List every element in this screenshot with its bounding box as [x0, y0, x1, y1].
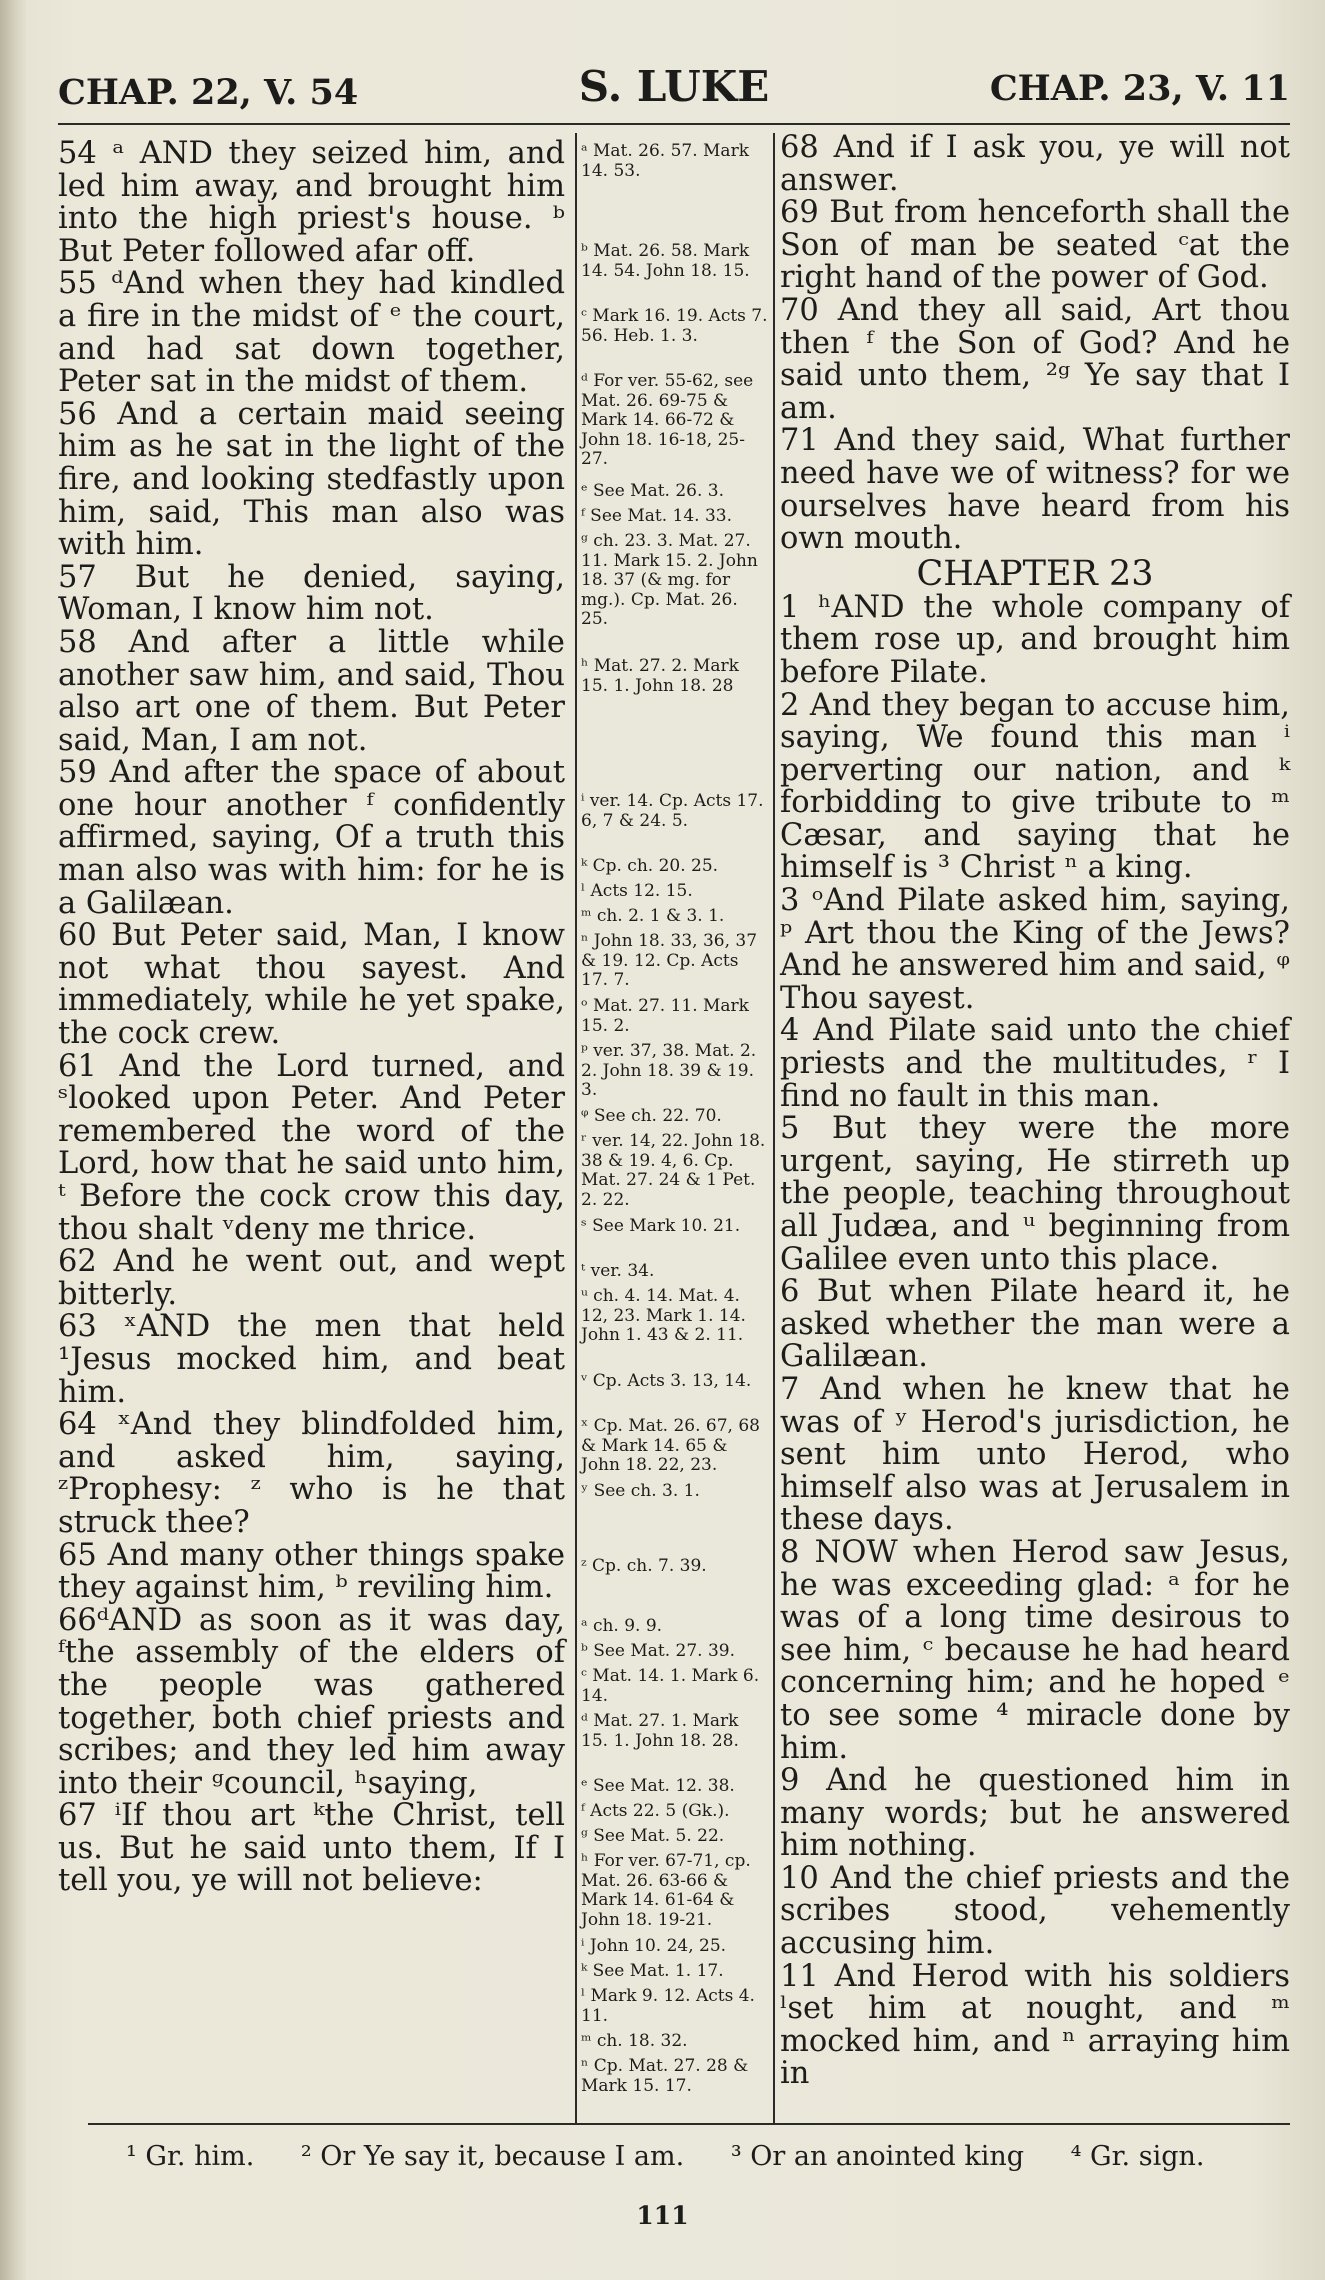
header-right: CHAP. 23, V. 11	[989, 68, 1290, 109]
cross-reference: ᵃ ch. 9. 9.	[581, 1616, 663, 1636]
cross-reference: ᶠ See Mat. 14. 33.	[581, 506, 732, 526]
verse: 71 And they said, What further need have we of witness? for we ourselves have heard from his own mouth.	[780, 423, 1290, 557]
cross-reference: ᶜ Mat. 14. 1. Mark 6. 14.	[581, 1666, 760, 1706]
verse: 10 And the chief priests and the scribes stood, vehemently accusing him.	[780, 1860, 1290, 1962]
text-column-left	[58, 138, 565, 1898]
cross-reference: ᵉ See Mat. 12. 38.	[581, 1776, 735, 1796]
footnote: ¹ Gr. him.	[126, 2141, 255, 2172]
verse: 66ᵈAND as soon as it was day, ᶠthe assembly of the elders of the people was gathered together, both chief priests and scribes; and they led him away into their ᵍcouncil, ʰsaying,	[58, 1602, 565, 1801]
cross-reference: ᵠ See ch. 22. 70.	[581, 1106, 722, 1126]
cross-reference: ᶻ Cp. ch. 7. 39.	[581, 1556, 707, 1576]
chapter-heading: CHAPTER 23	[916, 553, 1154, 594]
verse: 69 But from henceforth shall the Son of man be seated ᶜat the right hand of the power of God.	[780, 195, 1290, 296]
cross-reference: ⁱ ver. 14. Cp. Acts 17. 6, 7 & 24. 5.	[581, 791, 764, 831]
footnote: ² Or Ye say it, because I am.	[300, 2141, 685, 2172]
verse: 58 And after a little while another saw him, and said, Thou also art one of them. But Peter said, Man, I am not.	[58, 624, 565, 758]
header-left: CHAP. 22, V. 54	[58, 72, 359, 113]
cross-reference: ˢ See Mark 10. 21.	[581, 1216, 741, 1236]
column-divider-right	[773, 133, 775, 2123]
cross-reference: ᵍ ch. 23. 3. Mat. 27. 11. Mark 15. 2. John 18. 37 (& mg. for mg.). Cp. Mat. 26. 25.	[581, 531, 758, 629]
cross-reference: ᵐ ch. 2. 1 & 3. 1.	[581, 906, 725, 926]
verse: 5 But they were the more urgent, saying, He stirreth up the people, teaching throughout all Judæa, and ᵘ beginning from Galilee even unto this place.	[780, 1111, 1290, 1277]
running-header	[58, 62, 1290, 122]
cross-reference: ᵛ Cp. Acts 3. 13, 14.	[581, 1371, 752, 1391]
verse: 54 ᵃ AND they seized him, and led him away, and brought him into the high priest's house. ᵇ But Peter followed afar off.	[58, 136, 565, 269]
cross-reference: ᵃ Mat. 26. 57. Mark 14. 53.	[581, 141, 749, 181]
verse: 63 ˣAND the men that held ¹Jesus mocked him, and beat him.	[58, 1309, 565, 1410]
verse: 2 And they began to accuse him, saying, We found this man ⁱ perverting our nation, and ᵏ forbidding to give tribute to ᵐ Cæsar, and saying that he himself is ³ Christ ⁿ a king.	[780, 687, 1290, 886]
footnote-rule	[88, 2123, 1290, 2125]
text-column-right	[780, 132, 1290, 2091]
book-binding-shadow	[0, 0, 26, 2280]
verse: 67 ⁱIf thou art ᵏthe Christ, tell us. But he said unto them, If I tell you, ye will not believe:	[58, 1798, 565, 1899]
cross-reference: ⁱ John 10. 24, 25.	[581, 1936, 727, 1956]
cross-reference: ⁿ John 18. 33, 36, 37 & 19. 12. Cp. Acts 17. 7.	[581, 931, 758, 990]
cross-reference: ᵐ ch. 18. 32.	[581, 2031, 688, 2051]
verse: 55 ᵈAnd when they had kindled a fire in the midst of ᵉ the court, and had sat down together, Peter sat in the midst of them.	[58, 266, 565, 400]
cross-reference: ᵈ For ver. 55-62, see Mat. 26. 69-75 & Mark 14. 66-72 & John 18. 16-18, 25-27.	[581, 371, 754, 469]
verse: 7 And when he knew that he was of ʸ Herod's jurisdiction, he sent him unto Herod, who himself also was at Jerusalem in these days.	[780, 1371, 1290, 1538]
footnotes	[126, 2141, 1286, 2172]
verse: 3 ᵒAnd Pilate asked him, saying, ᵖ Art thou the King of the Jews? And he answered him and said, ᵠ Thou sayest.	[780, 883, 1290, 1016]
cross-reference: ᵏ Cp. ch. 20. 25.	[581, 856, 719, 876]
cross-reference: ᵘ ch. 4. 14. Mat. 4. 12, 23. Mark 1. 14. John 1. 43 & 2. 11.	[581, 1286, 746, 1345]
cross-reference: ˡ Acts 12. 15.	[581, 881, 693, 901]
verse: 1 ʰAND the whole company of them rose up, and brought him before Pilate.	[780, 589, 1290, 690]
verse: 62 And he went out, and wept bitterly.	[58, 1244, 565, 1312]
cross-reference: ʰ For ver. 67-71, cp. Mat. 26. 63-66 & Mark 14. 61-64 & John 18. 19-21.	[581, 1851, 751, 1930]
verse: 4 And Pilate said unto the chief priests and the multitudes, ʳ I find no fault in this man.	[780, 1013, 1290, 1114]
cross-reference: ᵍ See Mat. 5. 22.	[581, 1826, 725, 1846]
verse: 61 And the Lord turned, and ˢlooked upon Peter. And Peter remembered the word of the Lord, how that he said unto him, ᵗ Before the cock crow this day, thou shalt ᵛdeny me thrice.	[58, 1048, 565, 1247]
cross-reference: ˣ Cp. Mat. 26. 67, 68 & Mark 14. 65 & John 18. 22, 23.	[581, 1416, 760, 1475]
cross-reference: ᶠ Acts 22. 5 (Gk.).	[581, 1801, 730, 1821]
cross-reference: ʸ See ch. 3. 1.	[581, 1481, 700, 1501]
verse: 6 But when Pilate heard it, he asked whether the man were a Galilæan.	[780, 1274, 1290, 1375]
cross-reference: ᵇ See Mat. 27. 39.	[581, 1641, 736, 1661]
verse: 11 And Herod with his soldiers ˡset him at nought, and ᵐ mocked him, and ⁿ arraying him in	[780, 1958, 1290, 2092]
cross-reference: ᵗ ver. 34.	[581, 1261, 655, 1281]
verse: 8 NOW when Herod saw Jesus, he was exceeding glad: ᵃ for he was of a long time desirous to see him, ᶜ because he had heard concerning him; and he hoped ᵉ to see some ⁴ miracle done by him.	[780, 1534, 1290, 1766]
verse: 59 And after the space of about one hour another ᶠ confidently affirmed, saying, Of a truth this man also was with him: for he is a Galilæan.	[58, 755, 565, 921]
cross-reference: ᵉ See Mat. 26. 3.	[581, 481, 724, 501]
cross-reference: ᵈ Mat. 27. 1. Mark 15. 1. John 18. 28.	[581, 1711, 739, 1751]
header-book-title: S. LUKE	[578, 62, 770, 111]
verse: 56 And a certain maid seeing him as he sat in the light of the fire, and looking stedfastly upon him, said, This man also was with him.	[58, 396, 565, 563]
cross-reference: ᵖ ver. 37, 38. Mat. 2. 2. John 18. 39 & 19. 3.	[581, 1041, 757, 1100]
cross-reference: ʰ Mat. 27. 2. Mark 15. 1. John 18. 28	[581, 656, 739, 696]
verse: 64 ˣAnd they blindfolded him, and asked him, saying, ᶻProphesy: ᶻ who is he that struck thee?	[58, 1407, 565, 1540]
verse: 9 And he questioned him in many words; but he answered him nothing.	[780, 1763, 1290, 1864]
cross-reference: ʳ ver. 14, 22. John 18. 38 & 19. 4, 6. Cp. Mat. 27. 24 & 1 Pet. 2. 22.	[581, 1131, 766, 1210]
cross-reference: ᵇ Mat. 26. 58. Mark 14. 54. John 18. 15.	[581, 241, 750, 281]
verse: 70 And they all said, Art thou then ᶠ the Son of God? And he said unto them, ²ᵍ Ye say that I am.	[780, 292, 1290, 426]
cross-reference: ᵏ See Mat. 1. 17.	[581, 1961, 724, 1981]
cross-reference: ᵒ Mat. 27. 11. Mark 15. 2.	[581, 996, 749, 1036]
verse: 57 But he denied, saying, Woman, I know him not.	[58, 559, 565, 628]
verse: 68 And if I ask you, ye will not answer.	[780, 130, 1290, 198]
footnote: ⁴ Gr. sign.	[1070, 2141, 1205, 2172]
verse: 60 But Peter said, Man, I know not what thou sayest. And immediately, while he yet spake, the cock crew.	[58, 918, 565, 1052]
verse: 65 And many other things spake they against him, ᵇ reviling him.	[58, 1537, 565, 1606]
cross-reference: ᶜ Mark 16. 19. Acts 7. 56. Heb. 1. 3.	[581, 306, 768, 346]
cross-reference: ⁿ Cp. Mat. 27. 28 & Mark 15. 17.	[581, 2056, 749, 2096]
cross-reference: ˡ Mark 9. 12. Acts 4. 11.	[581, 1986, 755, 2026]
column-divider-left	[575, 133, 577, 2123]
header-rule	[58, 123, 1290, 125]
page-number: 111	[636, 2201, 689, 2230]
footnote: ³ Or an anointed king	[730, 2141, 1025, 2172]
